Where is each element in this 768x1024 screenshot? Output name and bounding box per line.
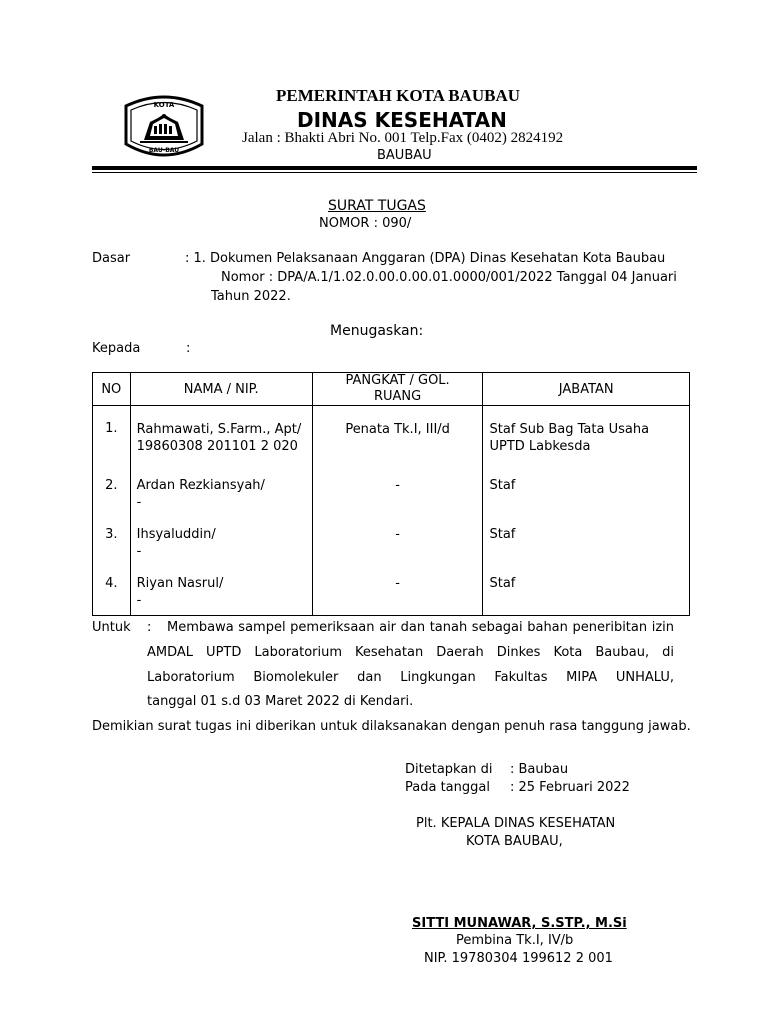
- row-jabatan: [483, 526, 690, 575]
- row-jabatan: [483, 406, 690, 478]
- row-jabatan-line-2: UPTD Labkesda: [489, 439, 591, 454]
- agency-address: Jalan : Bhakti Abri No. 001 Telp.Fax (0402) 2824192: [242, 130, 564, 146]
- row-jabatan: [483, 477, 690, 526]
- table-row: [93, 526, 690, 575]
- letter-number: NOMOR : 090/: [319, 216, 412, 231]
- dasar-label: Dasar: [92, 251, 131, 266]
- table-row: [93, 406, 690, 478]
- row-nama: [130, 526, 312, 575]
- header-pangkat-line-2: RUANG: [373, 389, 422, 404]
- tanggal-label: Pada tanggal: [405, 780, 490, 795]
- row-pangkat: [312, 406, 483, 478]
- closing-statement: Demikian surat tugas ini diberikan untuk dilaksanakan dengan penuh rasa tanggung jawab.: [92, 719, 691, 734]
- city-emblem-logo: [120, 92, 208, 162]
- untuk-label: Untuk: [92, 620, 131, 635]
- row-nama: [130, 575, 312, 616]
- row-pangkat: [312, 575, 483, 616]
- row-no: 1.: [93, 406, 131, 478]
- row-jabatan: [483, 575, 690, 616]
- signer-rank: Pembina Tk.I, IV/b: [456, 933, 574, 948]
- logo-top-text: KOTA: [153, 101, 175, 109]
- signer-name: SITTI MUNAWAR, S.STP., M.Si: [412, 916, 627, 931]
- kepada-label: Kepada: [92, 341, 141, 356]
- ditetapkan-value: : Baubau: [510, 762, 569, 777]
- dasar-item-1: : 1. Dokumen Pelaksanaan Anggaran (DPA) Dinas Kesehatan Kota Baubau: [185, 251, 666, 266]
- table-row: [93, 575, 690, 616]
- signer-nip: NIP. 19780304 199612 2 001: [424, 951, 613, 966]
- row-pangkat: [312, 526, 483, 575]
- row-no: 3.: [93, 526, 131, 575]
- signer-position: Plt. KEPALA DINAS KESEHATAN: [416, 816, 616, 831]
- row-pangkat-text: Penata Tk.I, III/d: [345, 422, 450, 437]
- row-nama-text: Rahmawati, S.Farm., Apt/: [136, 422, 302, 437]
- row-jabatan-line-1: Staf: [489, 527, 516, 542]
- staff-table: [92, 372, 690, 616]
- untuk-line-2: AMDAL UPTD Laboratorium Kesehatan Daerah Dinkes Kota Baubau, di: [147, 645, 674, 660]
- table-row: [93, 477, 690, 526]
- kepada-colon: :: [186, 341, 191, 356]
- dasar-line-3: Tahun 2022.: [211, 289, 291, 304]
- row-nip-text: 19860308 201101 2 020: [136, 439, 298, 454]
- row-no: 4.: [93, 575, 131, 616]
- row-jabatan-line-1: Staf: [489, 576, 516, 591]
- row-pangkat-text: -: [395, 527, 400, 542]
- row-pangkat-text: -: [395, 576, 400, 591]
- header-no: NO: [93, 373, 131, 406]
- untuk-line-4: tanggal 01 s.d 03 Maret 2022 di Kendari.: [147, 694, 414, 709]
- untuk-line-1: Membawa sampel pemeriksaan air dan tanah sebagai bahan peneribitan izin: [167, 620, 674, 635]
- header-pangkat: [312, 373, 483, 406]
- row-nip-text: -: [136, 495, 142, 510]
- header-rule-thin: [92, 172, 697, 173]
- row-nip-text: -: [136, 544, 142, 559]
- untuk-colon: :: [147, 620, 152, 635]
- row-no: 2.: [93, 477, 131, 526]
- row-nip-text: -: [136, 593, 142, 608]
- menugaskan-heading: Menugaskan:: [330, 323, 424, 339]
- row-jabatan-line-1: Staf Sub Bag Tata Usaha: [489, 422, 650, 437]
- letter-title: SURAT TUGAS: [328, 198, 426, 214]
- signer-city: KOTA BAUBAU,: [466, 834, 563, 849]
- table-header-row: [93, 373, 690, 406]
- row-nama: [130, 406, 312, 478]
- agency-name: DINAS KESEHATAN: [297, 108, 507, 132]
- dasar-line-2: Nomor : DPA/A.1/1.02.0.00.0.00.01.0000/001/2022 Tanggal 04 Januari: [221, 270, 677, 285]
- header-rule-thick: [92, 166, 697, 170]
- government-name: PEMERINTAH KOTA BAUBAU: [276, 86, 521, 105]
- header-pangkat-line-1: PANGKAT / GOL.: [345, 373, 450, 388]
- agency-city: BAUBAU: [377, 148, 432, 163]
- row-jabatan-line-1: Staf: [489, 478, 516, 493]
- header-jabatan: JABATAN: [483, 373, 690, 406]
- row-nama-text: Ardan Rezkiansyah/: [136, 478, 265, 493]
- row-pangkat-text: -: [395, 478, 400, 493]
- ditetapkan-label: Ditetapkan di: [405, 762, 493, 777]
- row-nama-text: Ihsyaluddin/: [136, 527, 216, 542]
- untuk-line-3: Laboratorium Biomolekuler dan Lingkungan Fakultas MIPA UNHALU,: [147, 670, 674, 685]
- row-nama-text: Riyan Nasrul/: [136, 576, 224, 591]
- logo-bottom-text: BAU-BAU: [148, 147, 180, 154]
- row-nama: [130, 477, 312, 526]
- header-nama: NAMA / NIP.: [130, 373, 312, 406]
- row-pangkat: [312, 477, 483, 526]
- tanggal-value: : 25 Februari 2022: [510, 780, 630, 795]
